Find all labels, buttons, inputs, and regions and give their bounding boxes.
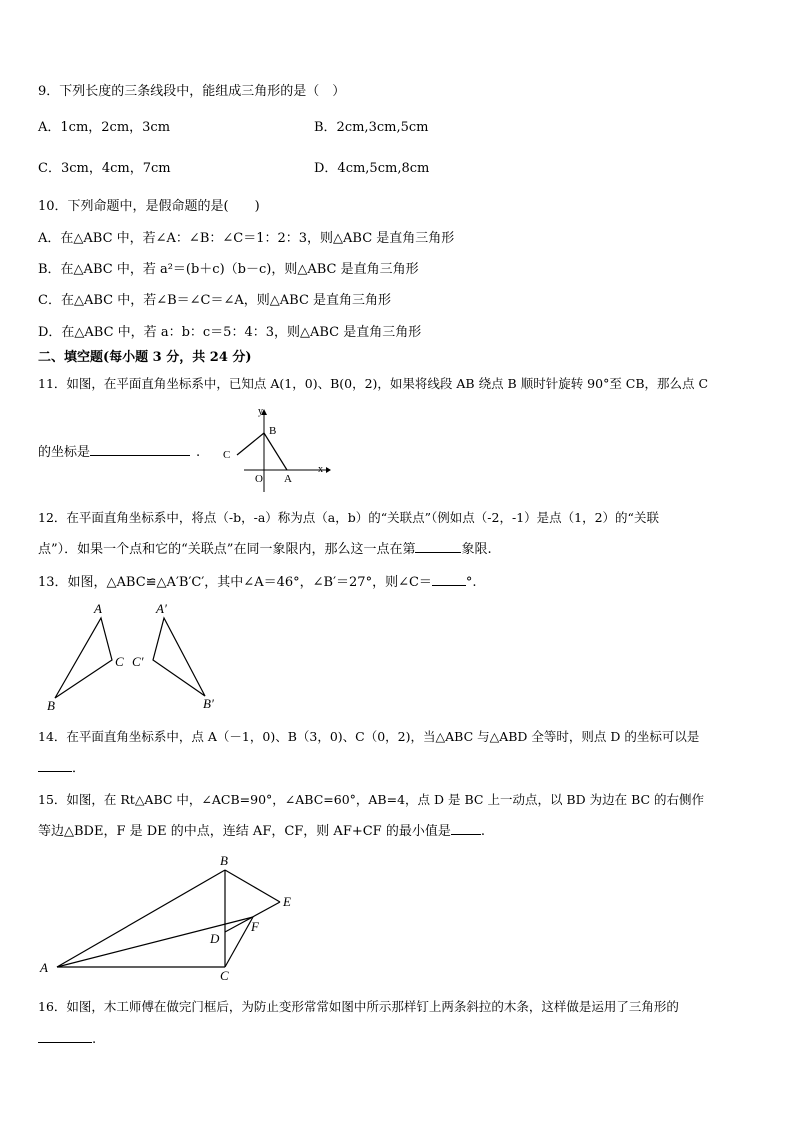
q14-line1: 14．在平面直角坐标系中，点 A（－1，0)、B（3，0)、C（0，2)，当△ABC 与△ABD 全等时，则点 D 的坐标可以是 bbox=[38, 729, 700, 744]
q12-line2 bbox=[38, 540, 492, 558]
q15-label-d: D bbox=[210, 931, 220, 946]
q15-label-a: A bbox=[40, 960, 48, 975]
q12-line1: 12．在平面直角坐标系中，将点（-b，-a）称为点（a，b）的“关联点”（例如点（-2，-1）是点（1，2）的“关联 bbox=[38, 510, 659, 525]
q15-segment-ab bbox=[57, 870, 225, 967]
q15-line1: 15．如图，在 Rt△ABC 中，∠ACB=90°，∠ABC=60°，AB=4，点 D 是 BC 上一动点，以 BD 为边在 BC 的右侧作 bbox=[38, 792, 705, 807]
q15-prompt: 等边△BDE，F 是 DE 的中点，连结 AF，CF，则 AF+CF 的最小值是 bbox=[38, 824, 451, 839]
q9-option-d: D．4cm,5cm,8cm bbox=[314, 161, 430, 176]
q11-label-c: C bbox=[223, 449, 231, 461]
q11-segment-ab bbox=[264, 433, 287, 470]
q15-label-f: F bbox=[251, 919, 259, 934]
q13-triangle-abc bbox=[55, 618, 112, 698]
q11-label-b: B bbox=[269, 425, 277, 437]
q15-answer-blank bbox=[451, 822, 481, 835]
q12-prompt: 点”）．如果一个点和它的“关联点”在同一象限内，那么这一点在第 bbox=[38, 542, 416, 557]
q15-period: . bbox=[480, 824, 485, 839]
q14-line2 bbox=[38, 759, 85, 777]
q15-label-e: E bbox=[283, 894, 291, 909]
q15-label-b: B bbox=[220, 853, 228, 868]
q16-answer-blank bbox=[38, 1030, 92, 1043]
q11-label-a: A bbox=[284, 473, 292, 485]
q15-segment-af bbox=[57, 917, 253, 967]
q11-line1: 11．如图，在平面直角坐标系中，已知点 A(1，0)、B(0，2)，如果将线段 AB 绕点 B 顺时针旋转 90°至 CB，那么点 C bbox=[38, 376, 709, 391]
q13-congruent-triangles-figure bbox=[42, 598, 232, 716]
q11-line2 bbox=[38, 443, 200, 461]
q15-segment-be bbox=[225, 870, 280, 902]
q10-stem: 10．下列命题中，是假命题的是( ) bbox=[38, 199, 260, 214]
section-heading-fill-in: 二、填空题(每小题 3 分，共 24 分) bbox=[38, 350, 252, 365]
q13-answer-blank bbox=[432, 573, 466, 586]
q11-label-y: y bbox=[258, 406, 263, 417]
q11-answer-blank bbox=[90, 443, 190, 456]
q14-period: ． bbox=[72, 761, 86, 776]
q11-segment-cb bbox=[237, 433, 264, 455]
q9-option-a: A．1cm，2cm，3cm bbox=[38, 120, 171, 135]
q11-period: . bbox=[196, 445, 201, 460]
q10-option-b: B．在△ABC 中，若 a²＝(b＋c)（b－c)，则△ABC 是直角三角形 bbox=[38, 262, 419, 277]
q10-option-d: D．在△ABC 中，若 a：b：c＝5：4：3，则△ABC 是直角三角形 bbox=[38, 325, 422, 340]
q14-answer-blank bbox=[38, 759, 72, 772]
q10-option-c: C．在△ABC 中，若∠B＝∠C＝∠A，则△ABC 是直角三角形 bbox=[38, 293, 392, 308]
q12-answer-blank bbox=[415, 540, 461, 553]
q13-label-a-prime: A′ bbox=[156, 601, 167, 616]
q15-label-c: C bbox=[220, 968, 229, 983]
q15-triangle-figure bbox=[36, 852, 304, 986]
q9-option-c: C．3cm，4cm，7cm bbox=[38, 161, 171, 176]
q9-stem: 9．下列长度的三条线段中，能组成三角形的是（ ） bbox=[38, 84, 346, 99]
q11-label-o: O bbox=[255, 473, 263, 485]
q11-prompt: 的坐标是 bbox=[38, 445, 91, 460]
q15-line2 bbox=[38, 822, 485, 840]
q10-option-a: A．在△ABC 中，若∠A：∠B：∠C＝1：2：3，则△ABC 是直角三角形 bbox=[38, 231, 455, 246]
q9-option-b: B．2cm,3cm,5cm bbox=[314, 120, 429, 135]
q13-text bbox=[38, 573, 477, 591]
q13-label-c-prime: C′ bbox=[132, 654, 144, 669]
q13-suffix: °. bbox=[465, 575, 477, 590]
q11-x-axis-arrow bbox=[326, 467, 331, 473]
q16-period: . bbox=[92, 1032, 97, 1047]
q13-label-b: B bbox=[47, 698, 55, 713]
q13-triangle-a2b2c2 bbox=[153, 618, 205, 696]
q11-label-x: x bbox=[318, 464, 323, 475]
q13-label-a: A bbox=[94, 601, 102, 616]
q12-suffix: 象限. bbox=[461, 542, 492, 557]
q13-prompt: 13．如图，△ABC≌△A′B′C′，其中∠A＝46°，∠B′＝27°，则∠C＝ bbox=[38, 575, 432, 590]
q11-coordinate-figure bbox=[214, 404, 332, 494]
q13-label-b-prime: B′ bbox=[203, 696, 214, 711]
q13-label-c: C bbox=[115, 654, 124, 669]
q16-line2 bbox=[38, 1030, 96, 1048]
q16-line1: 16．如图，木工师傅在做完门框后，为防止变形常常如图中所示那样钉上两条斜拉的木条，这样做是运用了三角形的 bbox=[38, 999, 679, 1014]
